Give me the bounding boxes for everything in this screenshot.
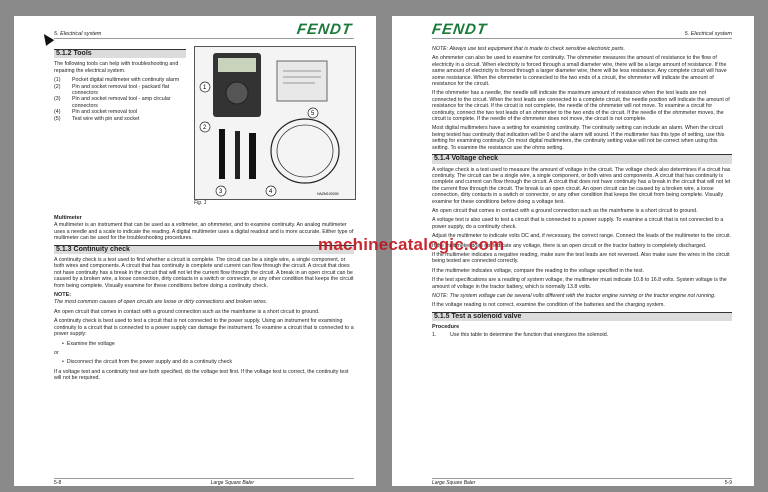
model-name: Large Square Baler [210, 480, 254, 486]
tools-heading: 5.1.2 Tools [54, 49, 186, 58]
multimeter-heading: Multimeter [54, 215, 82, 221]
continuity-heading: 5.1.3 Continuity check [54, 245, 354, 254]
note-top: NOTE: Always use test equipment that is made to check sensitive electronic parts. [432, 46, 625, 52]
figure-code: HAZM100000 [317, 192, 339, 196]
voltage-p7: If the multimeter indicates voltage, compare the reading to the voltage specified in the test. [432, 267, 644, 274]
bullet-item: • Examine the voltage [62, 340, 115, 347]
continuity-note: The most common causes of open circuits are loose or dirty connections and broken wires. [54, 299, 268, 306]
removal-tool-icon [219, 129, 225, 179]
voltage-p5: If the multimeter does not indicate any voltage, there is an open circuit or the tractor battery is completely discharged. [432, 242, 707, 249]
voltage-p4: Adjust the multimeter to indicate volts DC and, if necessary, the correct range. Connect the leads of the multimeter to the circuit. [432, 233, 732, 240]
left-body [54, 46, 186, 125]
voltage-p3: A voltage test is also used to test a circuit that is connected to a power supply. To examine a circuit that is not connected to a power supply, do a continuity check. [432, 217, 724, 230]
watermark-text: machinecatalogic.com [318, 235, 505, 254]
solenoid-heading: 5.1.5 Test a solenoid valve [432, 312, 732, 321]
tools-intro: The following tools can help with troubleshooting and repairing the electrical system. [54, 61, 179, 74]
ohm-p3: Most digital multimeters have a setting for examining continuity. The continuity setting can include an alarm. When the circuit being tested has continuity that indication will be 0 and the alarm will sound. If the multimeter has this type of setting, use this setting for examining continuity. On most digital multimeters, the continuity setting value will not be correct when using this setting. To examine the resistance use the ohms setting. [432, 125, 725, 151]
removal-tool-icon [235, 131, 240, 179]
note-label: NOTE: [54, 292, 72, 299]
figure-caption: Fig. 1 [194, 200, 207, 206]
callout-2-label: 2 [203, 125, 207, 131]
section-title: 5. Electrical system [684, 31, 732, 37]
procedure-heading: Procedure [432, 324, 460, 331]
continuity-p4: If a voltage test and a continuity test are both specified, do the voltage test first. If the voltage test is correct, the continuity test will not be required. [54, 368, 349, 382]
voltage-note: NOTE: The system voltage can be several volts different with the tractor engine running or the tractor engine not running. [432, 293, 716, 299]
multimeter-text: A multimeter is an instrument that can be used as a voltmeter, an ohmmeter, and to examine continuity. An analog multimeter uses a needle and a scale to indicate the reading. A digital multimeter uses a digital readout and is more accurate. Either type of multimeter can be used for the troubleshooting procedures. [54, 222, 354, 242]
list-item: (4) Pin and socket removal tool [54, 109, 138, 116]
ohm-p2: If the ohmmeter has a needle, the needle will indicate the maximum amount of resistance when the test leads are not connected to the circuit. When the test leads are connected to a complete circuit, the needle position will indicate the amount of resistance for the circuit. If the circuit is not complete, the needle of the ohmmeter will not move. To examine a circuit for continuity, connect the two test leads of an ohmmeter to the two ends of the circuit. If the needle of the ohmmeter moves, the circuit is complete. If the needle of the ohmmeter does not move, the circuit is not complete. [432, 90, 730, 123]
callout-4-label: 4 [269, 189, 273, 195]
list-item: 1. Use this table to determine the function that energizes the solenoid. [432, 331, 609, 338]
voltage-p2: An open circuit that comes in contact with a ground connection such as the mainframe is a short circuit to ground. [432, 207, 698, 214]
tools-figure [194, 46, 356, 200]
fendt-logo: FENDT [430, 21, 489, 38]
bullet-item: • Disconnect the circuit from the power supply and do a continuity check [62, 359, 232, 366]
list-item: (1) Pocket digital multimeter with continuity alarm [54, 77, 180, 84]
continuity-p2: An open circuit that comes in contact with a ground connection such as the mainframe is a short circuit to ground. [54, 308, 320, 315]
list-item: (3) Pin and socket removal tool - amp circular connectors [54, 96, 171, 109]
tools-illustration [195, 47, 355, 199]
section-title: 5. Electrical system [54, 31, 102, 37]
callout-5-label: 5 [311, 111, 315, 117]
page-footer [54, 478, 354, 486]
continuity-p1: A continuity check is a test used to find whether a circuit is complete. The circuit can be a single wire, a single component, or both wires and components. A circuit that has continuity is complete and current can flow through the circuit. A circuit that does not have continuity has a break in the circuit that will not let the current flow through the circuit. A break in an open circuit can be caused by a broken wire, a loose connection, dirty contacts in a switch or connector, or any other condition that keeps the circuit from being complete. Visually examine for these conditions before doing a continuity check. [54, 257, 354, 289]
page-number: 5-8 [54, 480, 62, 486]
callout-1-label: 1 [203, 85, 207, 91]
voltage-p6: If the multimeter indicates a negative reading, make sure the test leads are not reversed. Also make sure the wires in the circuit being tested are connected correctly. [432, 251, 730, 265]
test-wire-icon [271, 119, 339, 183]
list-item: (2) Pin and socket removal tool - packard flat connectors [54, 83, 170, 97]
ohm-p1: An ohmmeter can also be used to examine for continuity. The ohmmeter measures the amount of resistance to the flow of electricity in a circuit. When electricity is forced through a small diameter wire, there will be a large amount of resistance. If the same amount of electricity is forced through a larger diameter wire, there will be less resistance. Any complete circuit will have some resistance. When the ohmmeter is connected to the two ends of a circuit, the ohmmeter will indicate the amount of resistance for the circuit. [432, 55, 727, 88]
page-footer [432, 478, 732, 486]
voltage-p8: If the test specifications are a reading of system voltage, the multimeter must indicate 10.8 to 16.8 volts. System voltage is the amount of voltage in the tractor battery, which is normally 13.8 volts. [432, 277, 727, 290]
manual-icon [277, 61, 327, 101]
fendt-logo: FENDT [295, 21, 354, 38]
voltage-p1: A voltage check is a test used to measure the amount of voltage in the circuit. The voltage check also determines if a circuit has continuity. The circuit can be a single wire, a single component, or both wires and components. A circuit that has continuity is complete and current can flow through the circuit. A circuit that does not have continuity has a break in the circuit that will not let the current flow through the circuit. The break is an open circuit. An open circuit can be caused by a broken wire, a loose connection, dirty contacts in a switch or connector, or any other condition that keeps the circuit from being complete. Visually examine for these conditions before doing a voltage test. [432, 166, 731, 205]
list-item: (5) Test wire with pin and socket [54, 115, 140, 122]
page-number: 5-9 [724, 480, 732, 486]
voltage-p9: If the voltage reading is not correct, examine the condition of the batteries and the charging system. [432, 302, 665, 309]
model-name: Large Square Baler [432, 480, 476, 486]
procedure-list [432, 332, 732, 338]
left-body-lower [54, 212, 354, 385]
callout-3-label: 3 [219, 189, 223, 195]
tools-list [54, 77, 186, 122]
voltage-heading: 5.1.4 Voltage check [432, 154, 732, 163]
right-body [432, 46, 732, 341]
continuity-p3: A continuity check is best used to test a circuit that is not connected to the power supply. Using an instrument for examining continuity to a circuit that is connected to a power supply can damage the instrument. To examine a circuit that is connected to a power supply: [54, 318, 354, 338]
removal-tool-icon [249, 133, 256, 179]
or-text: or [54, 349, 59, 356]
